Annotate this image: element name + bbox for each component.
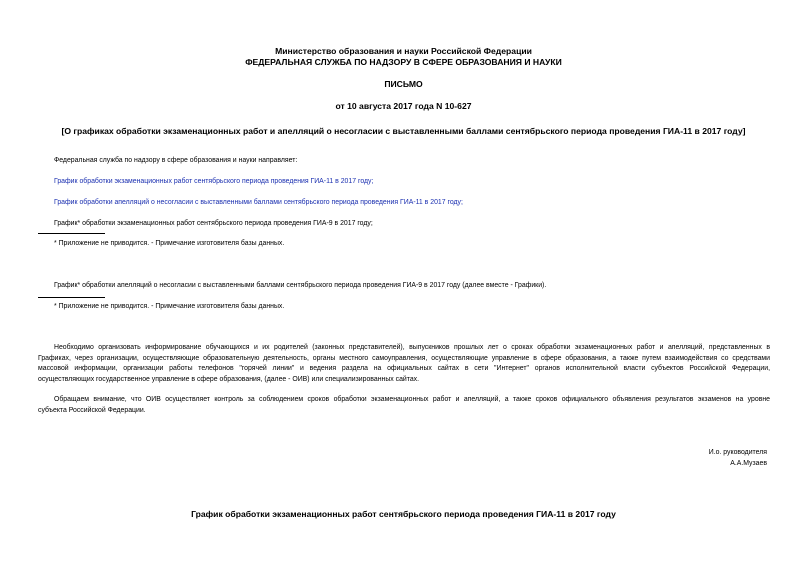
schedule-link-gia11-works[interactable]: График обработки экзаменационных работ сентябрьского периода проведения ГИА-11 в 2017 году; xyxy=(54,178,374,185)
footnote-divider xyxy=(38,297,105,298)
document-type: ПИСЬМО xyxy=(384,79,423,89)
paragraph-line: массовой информации, организации работы телефонов "горячей линии" и ведения раздела на официальных сайтах в сети "Интернет" органов исполнительной власти субъектов Российской Федерации, xyxy=(38,365,770,372)
schedule-item-gia9-appeals: График* обработки апелляций о несогласии с выставленными баллами сентябрьского периода проведения ГИА-9 в 2017 году (далее вместе - Графики). xyxy=(54,282,547,289)
intro-text: Федеральная служба по надзору в сфере образования и науки направляет: xyxy=(54,157,298,164)
service-name: ФЕДЕРАЛЬНАЯ СЛУЖБА ПО НАДЗОРУ В СФЕРЕ ОБРАЗОВАНИЯ И НАУКИ xyxy=(245,57,562,67)
document-subject: [О графиках обработки экзаменационных работ и апелляций о несогласии с выставленными баллами сентябрьского периода проведения ГИА-11 в 2017 году] xyxy=(61,126,746,136)
footnote-1: * Приложение не приводится. - Примечание изготовителя базы данных. xyxy=(54,240,285,247)
ministry-name: Министерство образования и науки Российской Федерации xyxy=(275,46,532,56)
paragraph-line: осуществляющих государственное управление в сфере образования, (далее - ОИВ) или специализированных сайтах. xyxy=(38,375,420,383)
signatory-position: И.о. руководителя xyxy=(708,449,767,456)
appendix-title: График обработки экзаменационных работ сентябрьского периода проведения ГИА-11 в 2017 году xyxy=(191,509,616,519)
schedule-item-gia9-works: График* обработки экзаменационных работ сентябрьского периода проведения ГИА-9 в 2017 году; xyxy=(54,220,373,227)
paragraph-line: Необходимо организовать информирование обучающихся и их родителей (законных представителей), выпускников прошлых лет о сроках обработки экзаменационных работ и апелляций, представленных в xyxy=(54,344,770,351)
signatory-name: А.А.Музаев xyxy=(730,460,767,467)
paragraph-line: Обращаем внимание, что ОИВ осуществляет контроль за соблюдением сроков обработки экзаменационных работ и апелляций, а также сроков официального объявления результатов экзаменов на уровне xyxy=(54,396,770,403)
footnote-divider xyxy=(38,233,105,234)
document-date-number: от 10 августа 2017 года N 10-627 xyxy=(335,101,472,111)
footnote-2: * Приложение не приводится. - Примечание изготовителя базы данных. xyxy=(54,303,285,310)
paragraph-attention xyxy=(38,395,770,416)
paragraph-informing xyxy=(38,343,770,385)
schedule-link-gia11-appeals[interactable]: График обработки апелляций о несогласии с выставленными баллами сентябрьского периода проведения ГИА-11 в 2017 году; xyxy=(54,199,463,206)
paragraph-line: Графиках, через организации, осуществляющие образовательную деятельность, органы местного самоуправления, осуществляющие управление в сфере образования, а также путем взаимодействия со средствами xyxy=(38,354,770,362)
paragraph-line: субъекта Российской Федерации. xyxy=(38,406,146,414)
